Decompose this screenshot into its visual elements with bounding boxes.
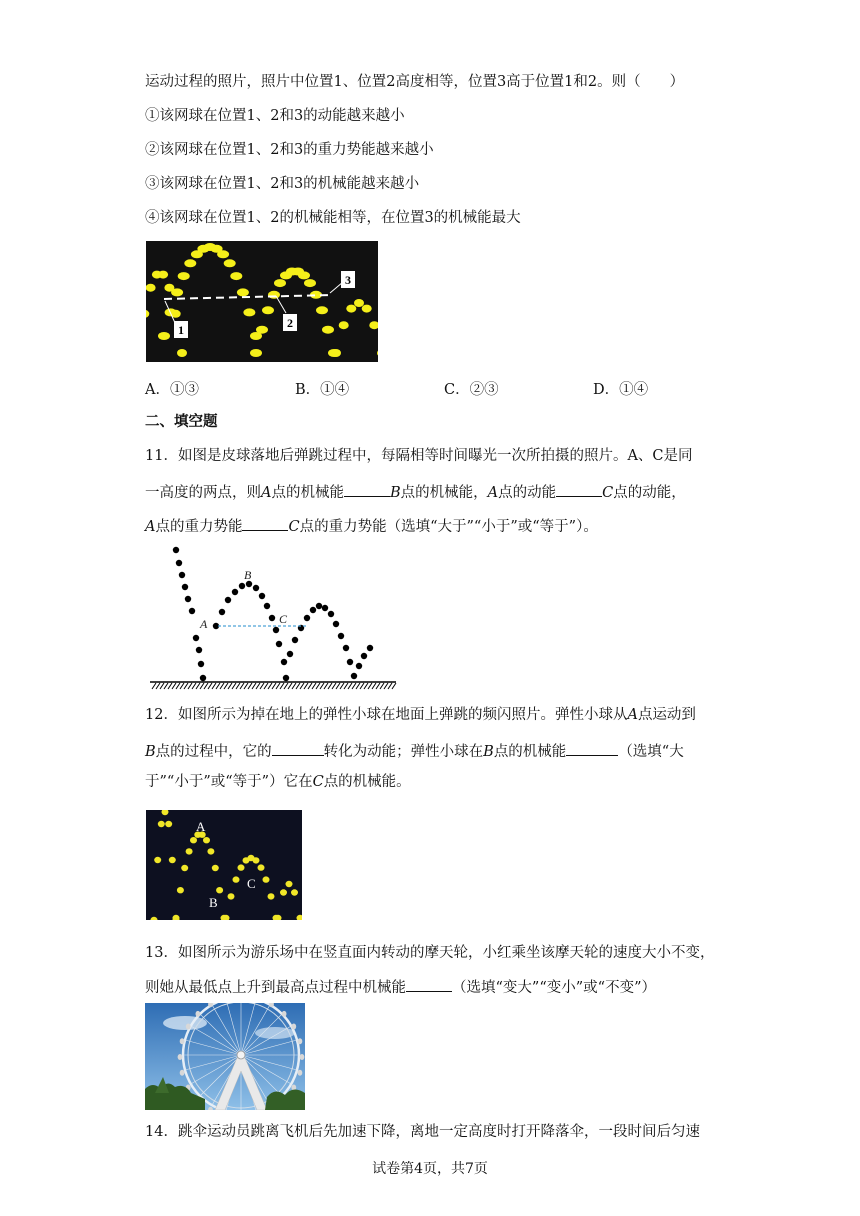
ground-hatch xyxy=(152,683,156,689)
ball-dot xyxy=(264,603,270,609)
tennis-ball-blur xyxy=(146,284,156,292)
q12-strobe-photo xyxy=(146,810,302,920)
tennis-ball-blur xyxy=(256,326,268,334)
ball-dot xyxy=(310,607,316,613)
q11-blank-1[interactable] xyxy=(344,481,390,497)
wheel-cabin xyxy=(291,1024,296,1030)
ground-hatch xyxy=(204,683,208,689)
ground-hatch xyxy=(244,683,248,689)
tennis-ball-blur xyxy=(362,305,372,313)
ball-dot xyxy=(185,596,191,602)
ground-hatch xyxy=(300,683,304,689)
ground-hatch xyxy=(364,683,368,689)
wheel-cabin xyxy=(180,1070,185,1076)
ball-dot xyxy=(182,584,188,590)
ground-hatch xyxy=(284,683,288,689)
ball-dot xyxy=(343,645,349,651)
ground-hatch xyxy=(336,683,340,689)
ground-hatch xyxy=(260,683,264,689)
ball-dot xyxy=(276,641,282,647)
ball-dot xyxy=(225,597,231,603)
q10-statement-3: ③该网球在位置1、2和3的机械能越来越小 xyxy=(145,176,420,192)
ground-hatch xyxy=(176,683,180,689)
q13-ferris-wheel-photo xyxy=(145,1003,305,1110)
tennis-ball-blur xyxy=(158,332,170,340)
ground-hatch xyxy=(356,683,360,689)
ground-hatch xyxy=(188,683,192,689)
option-label: C． xyxy=(444,382,470,398)
q10-statement-2: ②该网球在位置1、2和3的重力势能越来越小 xyxy=(145,142,434,158)
strobe-ball xyxy=(165,821,172,827)
tennis-ball-blur xyxy=(177,349,187,357)
ground-hatch xyxy=(184,683,188,689)
ball-dot xyxy=(189,608,195,614)
option-text: ①④ xyxy=(619,382,649,398)
option-text: ②③ xyxy=(469,382,499,398)
page-footer: 试卷第4页，共7页 xyxy=(372,1161,488,1177)
tennis-ball-blur xyxy=(262,306,274,314)
q13-blank-1[interactable] xyxy=(406,976,452,992)
ground-hatch xyxy=(252,683,256,689)
ground-hatch xyxy=(196,683,200,689)
q10-label-3: 3 xyxy=(345,273,351,287)
q10-label-2: 2 xyxy=(287,316,293,330)
ball-dot xyxy=(304,615,310,621)
strobe-ball xyxy=(280,889,287,895)
ball-dot xyxy=(347,659,353,665)
option-label: D． xyxy=(593,382,620,398)
tennis-ball-blur xyxy=(322,326,334,334)
tennis-ball-blur xyxy=(346,305,356,313)
ground-hatch xyxy=(316,683,320,689)
ground-hatch xyxy=(344,683,348,689)
wheel-cabin xyxy=(196,1011,201,1017)
ball-dot xyxy=(173,547,179,553)
tennis-ball-blur xyxy=(250,349,262,357)
ground-hatch xyxy=(160,683,164,689)
q10-option-a[interactable] xyxy=(145,378,199,399)
ground-hatch xyxy=(172,683,176,689)
q12-line-1: 12．如图所示为掉在地上的弹性小球在地面上弹跳的频闪照片。弹性小球从A点运动到 xyxy=(145,707,696,723)
ball-dot xyxy=(269,615,275,621)
ball-dot xyxy=(367,645,373,651)
ground-hatch xyxy=(216,683,220,689)
ground-hatch xyxy=(180,683,184,689)
ball-dot xyxy=(198,661,204,667)
strobe-ball xyxy=(268,893,275,899)
ground-hatch xyxy=(272,683,276,689)
ball-dot xyxy=(281,659,287,665)
q10-tennis-ball-photo xyxy=(146,241,378,362)
ground-hatch xyxy=(292,683,296,689)
ball-dot xyxy=(193,635,199,641)
ground-hatch xyxy=(208,683,212,689)
tennis-ball-blur xyxy=(217,250,229,258)
tennis-ball-blur xyxy=(339,321,349,329)
ground-hatch xyxy=(324,683,328,689)
ground-hatch xyxy=(224,683,228,689)
ground-hatch xyxy=(192,683,196,689)
q10-statement-4: ④该网球在位置1、2的机械能相等，在位置3的机械能最大 xyxy=(145,210,521,226)
wheel-cabin xyxy=(300,1054,305,1060)
ground-hatch xyxy=(348,683,352,689)
ground-hatch xyxy=(372,683,376,689)
ground-hatch xyxy=(392,683,396,689)
ground-hatch xyxy=(164,683,168,689)
ground-hatch xyxy=(236,683,240,689)
strobe-ball xyxy=(158,821,165,827)
tennis-ball-blur xyxy=(224,259,236,267)
section-title: 二、填空题 xyxy=(145,413,218,430)
strobe-ball xyxy=(177,887,184,893)
tennis-ball-blur xyxy=(304,279,316,287)
strobe-ball xyxy=(212,865,219,871)
ground-hatch xyxy=(168,683,172,689)
ground-hatch xyxy=(240,683,244,689)
ball-dot xyxy=(239,583,245,589)
ball-dot xyxy=(283,675,289,681)
wheel-cabin xyxy=(298,1070,303,1076)
ground-hatch xyxy=(368,683,372,689)
wheel-cabin xyxy=(282,1011,287,1017)
ground-hatch xyxy=(308,683,312,689)
q11-blank-3[interactable] xyxy=(242,515,288,531)
q10-label-1: 1 xyxy=(178,323,184,337)
q11-label-a: A xyxy=(200,617,208,631)
ball-dot xyxy=(328,611,334,617)
ball-dot xyxy=(361,653,367,659)
ball-dot xyxy=(322,605,328,611)
tennis-ball-blur xyxy=(171,288,183,296)
wheel-cabin xyxy=(178,1054,183,1060)
ball-dot xyxy=(200,675,206,681)
ground-hatch xyxy=(352,683,356,689)
q11-blank-2[interactable] xyxy=(556,481,602,497)
ball-dot xyxy=(259,593,265,599)
q12-blank-2[interactable] xyxy=(566,740,618,756)
ground-hatch xyxy=(296,683,300,689)
q12-label-c: C xyxy=(247,876,256,891)
strobe-ball xyxy=(203,837,210,843)
q12-label-b: B xyxy=(209,895,218,910)
ball-dot xyxy=(333,621,339,627)
ground-hatch xyxy=(332,683,336,689)
ground-hatch xyxy=(248,683,252,689)
ground-hatch xyxy=(280,683,284,689)
strobe-ball xyxy=(286,881,293,887)
option-text: ①③ xyxy=(169,382,199,398)
ball-dot xyxy=(273,627,279,633)
tennis-ball-blur xyxy=(316,306,328,314)
ground-hatch xyxy=(328,683,332,689)
strobe-ball xyxy=(154,857,161,863)
ground-hatch xyxy=(212,683,216,689)
ball-dot xyxy=(356,663,362,669)
q10-option-c[interactable] xyxy=(444,378,499,399)
tennis-ball-blur xyxy=(230,272,242,280)
q11-bouncing-ball-figure xyxy=(146,542,398,690)
tennis-ball-blur xyxy=(243,308,255,316)
ground-hatch xyxy=(312,683,316,689)
strobe-ball xyxy=(291,889,298,895)
wheel-cabin xyxy=(186,1024,191,1030)
ground-hatch xyxy=(220,683,224,689)
strobe-ball xyxy=(233,876,240,882)
wheel-cabin xyxy=(298,1038,303,1044)
ground-hatch xyxy=(268,683,272,689)
strobe-ball xyxy=(190,837,197,843)
q10-option-b[interactable] xyxy=(295,378,349,399)
ground-hatch xyxy=(388,683,392,689)
q12-line-3: 于”“小于”或“等于”）它在C点的机械能。 xyxy=(145,774,411,790)
ground-hatch xyxy=(200,683,204,689)
ground-hatch xyxy=(276,683,280,689)
q11-line-1: 11．如图是皮球落地后弹跳过程中，每隔相等时间曝光一次所拍摄的照片。A、C是同 xyxy=(145,448,693,464)
q11-line-3: A点的重力势能 C点的重力势能（选填“大于”“小于”或“等于”）。 xyxy=(145,515,598,537)
strobe-ball xyxy=(207,848,214,854)
q10-stem-tail: 运动过程的照片，照片中位置1、位置2高度相等，位置3高于位置1和2。则（ ） xyxy=(145,74,685,90)
ground-hatch xyxy=(380,683,384,689)
ball-dot xyxy=(176,560,182,566)
q11-label-c: C xyxy=(279,612,288,626)
q11-label-b: B xyxy=(244,568,252,582)
tennis-ball-blur xyxy=(184,259,196,267)
ball-dot xyxy=(179,572,185,578)
strobe-ball xyxy=(169,857,176,863)
option-text: ①④ xyxy=(320,382,350,398)
ground-hatch xyxy=(288,683,292,689)
ball-dot xyxy=(338,633,344,639)
ball-dot xyxy=(196,647,202,653)
ground-hatch xyxy=(360,683,364,689)
strobe-ball xyxy=(181,865,188,871)
strobe-ball xyxy=(263,876,270,882)
ground-hatch xyxy=(376,683,380,689)
tennis-ball-blur xyxy=(268,291,280,299)
q12-label-a: A xyxy=(196,819,206,834)
ball-dot xyxy=(232,589,238,595)
strobe-ball xyxy=(186,848,193,854)
option-label: A． xyxy=(145,382,170,398)
strobe-ball xyxy=(228,893,235,899)
ball-dot xyxy=(316,603,322,609)
tennis-ball-blur xyxy=(298,271,310,279)
wheel-cabin xyxy=(180,1038,185,1044)
ball-dot xyxy=(287,651,293,657)
ground-hatch xyxy=(320,683,324,689)
tennis-ball-blur xyxy=(237,288,249,296)
ball-dot xyxy=(292,637,298,643)
q14-line-1: 14．跳伞运动员跳离飞机后先加速下降，离地一定高度时打开降落伞，一段时间后匀速 xyxy=(145,1124,700,1140)
ground-hatch xyxy=(304,683,308,689)
ground-hatch xyxy=(232,683,236,689)
ball-dot xyxy=(351,673,357,679)
tennis-ball-blur xyxy=(274,279,286,287)
q12-line-2: B点的过程中，它的 转化为动能；弹性小球在B点的机械能 （选填“大 xyxy=(145,740,684,762)
ground-hatch xyxy=(156,683,160,689)
tennis-ball-blur xyxy=(354,299,364,307)
ground-hatch xyxy=(340,683,344,689)
q12-blank-1[interactable] xyxy=(272,740,324,756)
ground-hatch xyxy=(228,683,232,689)
strobe-ball xyxy=(253,857,260,863)
ball-dot xyxy=(253,585,259,591)
q10-option-d[interactable] xyxy=(593,378,648,399)
q10-statement-1: ①该网球在位置1、2和3的动能越来越小 xyxy=(145,108,405,124)
q13-line-2: 则她从最低点上升到最高点过程中机械能 （选填“变大”“变小”或“不变”） xyxy=(145,976,656,998)
strobe-ball xyxy=(258,864,265,870)
ground-hatch xyxy=(264,683,268,689)
ground-hatch xyxy=(256,683,260,689)
q11-line-2: 一高度的两点，则A点的机械能 B点的机械能，A点的动能 C点的动能， xyxy=(145,481,686,503)
strobe-ball xyxy=(216,887,223,893)
q13-line-1: 13．如图所示为游乐场中在竖直面内转动的摩天轮，小红乘坐该摩天轮的速度大小不变， xyxy=(145,945,715,961)
ground-hatch xyxy=(384,683,388,689)
tennis-ball-blur xyxy=(158,271,168,279)
tennis-ball-blur xyxy=(178,272,190,280)
option-label: B． xyxy=(295,382,321,398)
tennis-ball-blur xyxy=(331,349,341,357)
ball-dot xyxy=(219,609,225,615)
strobe-ball xyxy=(238,864,245,870)
